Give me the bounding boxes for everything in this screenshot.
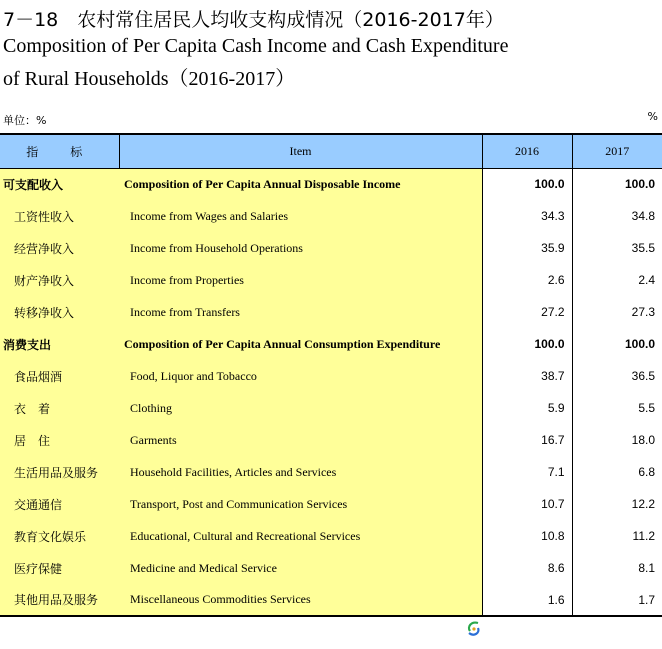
row-label-cn: 食品烟酒 xyxy=(0,360,119,392)
table-row xyxy=(0,264,662,296)
value-2016: 35.9 xyxy=(482,232,572,264)
value-2017: 27.3 xyxy=(572,296,662,328)
row-label-en: Food, Liquor and Tobacco xyxy=(119,360,482,392)
value-2016: 38.7 xyxy=(482,360,572,392)
composition-table xyxy=(0,133,662,617)
row-label-cn: 交通通信 xyxy=(0,488,119,520)
value-2017: 18.0 xyxy=(572,424,662,456)
table-row xyxy=(0,584,662,616)
value-2017: 100.0 xyxy=(572,168,662,200)
table-row xyxy=(0,552,662,584)
row-label-cn: 其他用品及服务 xyxy=(0,584,119,616)
value-2016: 10.7 xyxy=(482,488,572,520)
value-2016: 5.9 xyxy=(482,392,572,424)
value-2017: 8.1 xyxy=(572,552,662,584)
row-label-cn: 居 住 xyxy=(0,424,119,456)
value-2016: 10.8 xyxy=(482,520,572,552)
row-label-en: Income from Household Operations xyxy=(119,232,482,264)
row-label-en: Educational, Cultural and Recreational Services xyxy=(119,520,482,552)
value-2016: 100.0 xyxy=(482,168,572,200)
table-body xyxy=(0,168,662,616)
header-indicator: 指 标 xyxy=(0,134,119,168)
header-2017: 2017 xyxy=(572,134,662,168)
table-title-en-line1: Composition of Per Capita Cash Income and Cash Expenditure xyxy=(3,35,509,57)
table-row xyxy=(0,424,662,456)
table-row xyxy=(0,520,662,552)
table-row xyxy=(0,328,662,360)
table-row xyxy=(0,296,662,328)
row-label-en: Income from Transfers xyxy=(119,296,482,328)
table-title-en-line2: of Rural Households（2016-2017） xyxy=(3,68,296,90)
value-2017: 5.5 xyxy=(572,392,662,424)
table-row xyxy=(0,168,662,200)
value-2017: 1.7 xyxy=(572,584,662,616)
table-title-cn: 7－18 农村常住居民人均收支构成情况（2016-2017年） xyxy=(3,9,504,31)
row-label-en: Transport, Post and Communication Services xyxy=(119,488,482,520)
table-row xyxy=(0,200,662,232)
table-row xyxy=(0,232,662,264)
table-row xyxy=(0,488,662,520)
value-2017: 100.0 xyxy=(572,328,662,360)
row-label-cn: 教育文化娱乐 xyxy=(0,520,119,552)
value-2017: 2.4 xyxy=(572,264,662,296)
table-row xyxy=(0,360,662,392)
value-2016: 34.3 xyxy=(482,200,572,232)
value-2016: 2.6 xyxy=(482,264,572,296)
unit-label-right: % xyxy=(647,110,658,123)
row-label-en: Income from Wages and Salaries xyxy=(119,200,482,232)
header-2016: 2016 xyxy=(482,134,572,168)
value-2017: 11.2 xyxy=(572,520,662,552)
row-label-en: Household Facilities, Articles and Services xyxy=(119,456,482,488)
row-label-en: Garments xyxy=(119,424,482,456)
value-2016: 100.0 xyxy=(482,328,572,360)
row-label-cn: 医疗保健 xyxy=(0,552,119,584)
row-label-cn: 工资性收入 xyxy=(0,200,119,232)
table-row xyxy=(0,392,662,424)
row-label-en: Medicine and Medical Service xyxy=(119,552,482,584)
value-2016: 7.1 xyxy=(482,456,572,488)
value-2017: 34.8 xyxy=(572,200,662,232)
value-2016: 8.6 xyxy=(482,552,572,584)
row-label-en: Clothing xyxy=(119,392,482,424)
row-label-cn: 转移净收入 xyxy=(0,296,119,328)
value-2017: 6.8 xyxy=(572,456,662,488)
row-label-en: Composition of Per Capita Annual Disposable Income xyxy=(119,168,482,200)
header-item: Item xyxy=(119,134,482,168)
value-2016: 16.7 xyxy=(482,424,572,456)
row-label-cn: 消费支出 xyxy=(0,328,119,360)
row-label-cn: 经营净收入 xyxy=(0,232,119,264)
value-2017: 12.2 xyxy=(572,488,662,520)
row-label-cn: 财产净收入 xyxy=(0,264,119,296)
row-label-cn: 生活用品及服务 xyxy=(0,456,119,488)
row-label-cn: 可支配收入 xyxy=(0,168,119,200)
row-label-cn: 衣 着 xyxy=(0,392,119,424)
value-2016: 1.6 xyxy=(482,584,572,616)
value-2017: 35.5 xyxy=(572,232,662,264)
unit-label: 单位：% xyxy=(3,114,47,127)
table-row xyxy=(0,456,662,488)
value-2016: 27.2 xyxy=(482,296,572,328)
value-2017: 36.5 xyxy=(572,360,662,392)
row-label-en: Income from Properties xyxy=(119,264,482,296)
row-label-en: Miscellaneous Commodities Services xyxy=(119,584,482,616)
table-header-row xyxy=(0,134,662,168)
statistics-logo-icon xyxy=(465,620,483,638)
row-label-en: Composition of Per Capita Annual Consumption Expenditure xyxy=(119,328,482,360)
